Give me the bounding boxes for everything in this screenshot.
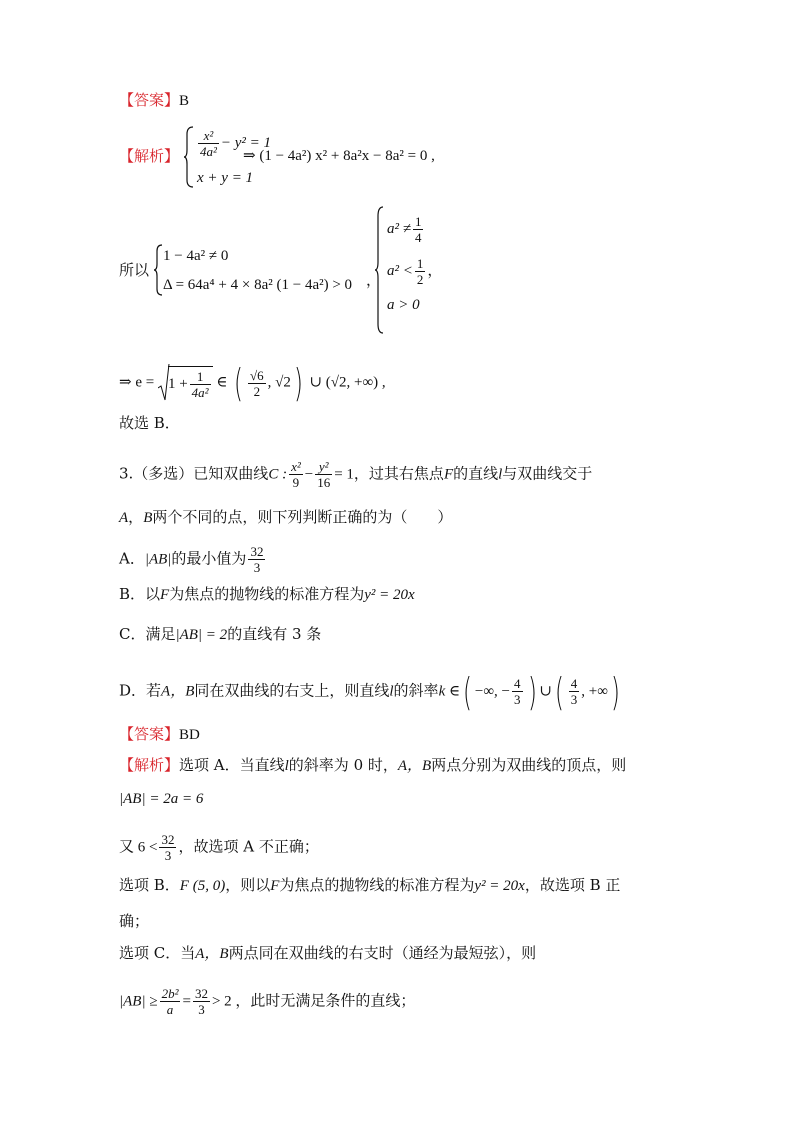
result-1: a² ≠ $\frac{1}{4}$ bbox=[387, 214, 422, 245]
eccentricity-line: ⇒ e = 1 + $\frac{1}{\text{4a²}}$ ∈ ( $\frac{√6}{2}$ , √2) ∪ (√2, +∞) , bbox=[119, 361, 386, 405]
answer-1-line bbox=[119, 90, 189, 111]
analysis-tag: 【解析】 bbox=[119, 756, 180, 774]
fraction: $\frac{32}{3}$ bbox=[161, 832, 175, 863]
result-2: a² < $\frac{1}{2}$ ， bbox=[387, 256, 443, 287]
system1-implies: ⇒ (1 − 4a²) x² + 8a²x − 8a² = 0 , bbox=[243, 148, 435, 164]
condition-1: 1 − 4a² ≠ 0 bbox=[163, 248, 229, 264]
fraction: $\frac{1}{2}$ bbox=[416, 256, 424, 287]
answer-tag: 【答案】 bbox=[119, 725, 180, 743]
question-3-stem-line2: A，B两个不同的点，则下列判断正确的为（ ） bbox=[119, 508, 453, 526]
analysis-3-line6: 选项 C．当A，B两点同在双曲线的右支时（通经为最短弦），则 bbox=[119, 944, 537, 962]
fraction: $\frac{\text{x²}}{\text{4a²}}$ bbox=[200, 128, 217, 159]
analysis-3-line2: |AB| = 2a = 6 bbox=[119, 791, 204, 807]
so-label: 所以 bbox=[119, 261, 150, 279]
analysis-3-line5: 确； bbox=[119, 912, 150, 930]
option-b: B．以F为焦点的抛物线的标准方程为y² = 20x bbox=[119, 585, 415, 603]
square-root: 1 + $\frac{1}{\text{4a²}}$ bbox=[158, 366, 213, 400]
answer-3-line bbox=[119, 724, 200, 745]
analysis-1-tag-line bbox=[119, 146, 179, 166]
fraction: $\frac{1}{\text{4a²}}$ bbox=[191, 369, 209, 400]
fraction: $\frac{32}{3}$ bbox=[250, 544, 264, 575]
result-3: a > 0 bbox=[387, 297, 420, 313]
paren-open: ( bbox=[463, 669, 472, 714]
fraction: $\frac{√6}{2}$ bbox=[250, 367, 264, 399]
fraction: $\frac{1}{4}$ bbox=[414, 214, 422, 245]
conditions-comma: ， bbox=[366, 271, 382, 289]
answer-value: B bbox=[179, 93, 190, 109]
system1-eq2: x + y = 1 bbox=[197, 170, 254, 186]
analysis-3-line3: 又 6 < $\frac{32}{3}$ ，故选项 A 不正确； bbox=[119, 832, 319, 863]
option-a: A．|AB|的最小值为 $\frac{32}{3}$ bbox=[119, 544, 264, 575]
fraction: $\frac{32}{3}$ bbox=[194, 986, 208, 1017]
conclusion-1: 故选 B． bbox=[119, 414, 180, 432]
paren-close: ) bbox=[527, 669, 537, 714]
fraction: $\frac{4}{3}$ bbox=[514, 676, 521, 707]
fraction: $\frac{4}{3}$ bbox=[570, 676, 578, 707]
option-d: D．若A，B同在双曲线的右支上，则直线l的斜率k ∈( −∞, − $\frac{4}{3}$ ) ∪( $\frac{4}{3}$ , +∞) bbox=[119, 669, 620, 714]
fraction: $\frac{\text{2b²}}{a}$ bbox=[161, 986, 179, 1017]
paren-open: ( bbox=[554, 669, 564, 714]
condition-2: Δ = 64a⁴ + 4 × 8a² (1 − 4a²) > 0 bbox=[163, 277, 353, 293]
option-c: C．满足|AB| = 2的直线有 3 条 bbox=[119, 625, 322, 643]
fraction: $\frac{\text{x²}}{9}$ bbox=[291, 459, 301, 490]
paren-close: ) bbox=[293, 361, 303, 405]
left-brace-conditions bbox=[153, 244, 163, 296]
answer-value: BD bbox=[179, 727, 200, 743]
analysis-3-line4: 选项 B．F (5, 0)，则以F为焦点的抛物线的标准方程为y² = 20x，故选项 B 正 bbox=[119, 876, 621, 894]
analysis-tag: 【解析】 bbox=[119, 147, 180, 165]
question-3-stem: 3.（多选）已知双曲线C : $\frac{\text{x²}}{9}$ − $\frac{\text{y²}}{16}$ = 1，过其右焦点F的直线l与双曲线交于 bbox=[119, 459, 593, 490]
analysis-3-line1: 【解析】选项 A．当直线l的斜率为 0 时，A，B两点分别为双曲线的顶点，则 bbox=[119, 756, 627, 774]
analysis-3-line7: |AB| ≥ $\frac{\text{2b²}}{a}$ = $\frac{32}{3}$ > 2 ，此时无满足条件的直线； bbox=[119, 986, 416, 1017]
left-brace-results bbox=[374, 206, 384, 334]
answer-tag: 【答案】 bbox=[119, 91, 180, 109]
paren-close: ) bbox=[610, 669, 620, 714]
paren-open: ( bbox=[234, 361, 244, 405]
system1-eq1: $\frac{\text{x²}}{\text{4a²}}$ − y² = 1 bbox=[200, 128, 272, 159]
left-brace-system1 bbox=[183, 126, 195, 188]
fraction: $\frac{\text{y²}}{16}$ bbox=[317, 459, 331, 490]
radical-sign bbox=[158, 364, 170, 404]
